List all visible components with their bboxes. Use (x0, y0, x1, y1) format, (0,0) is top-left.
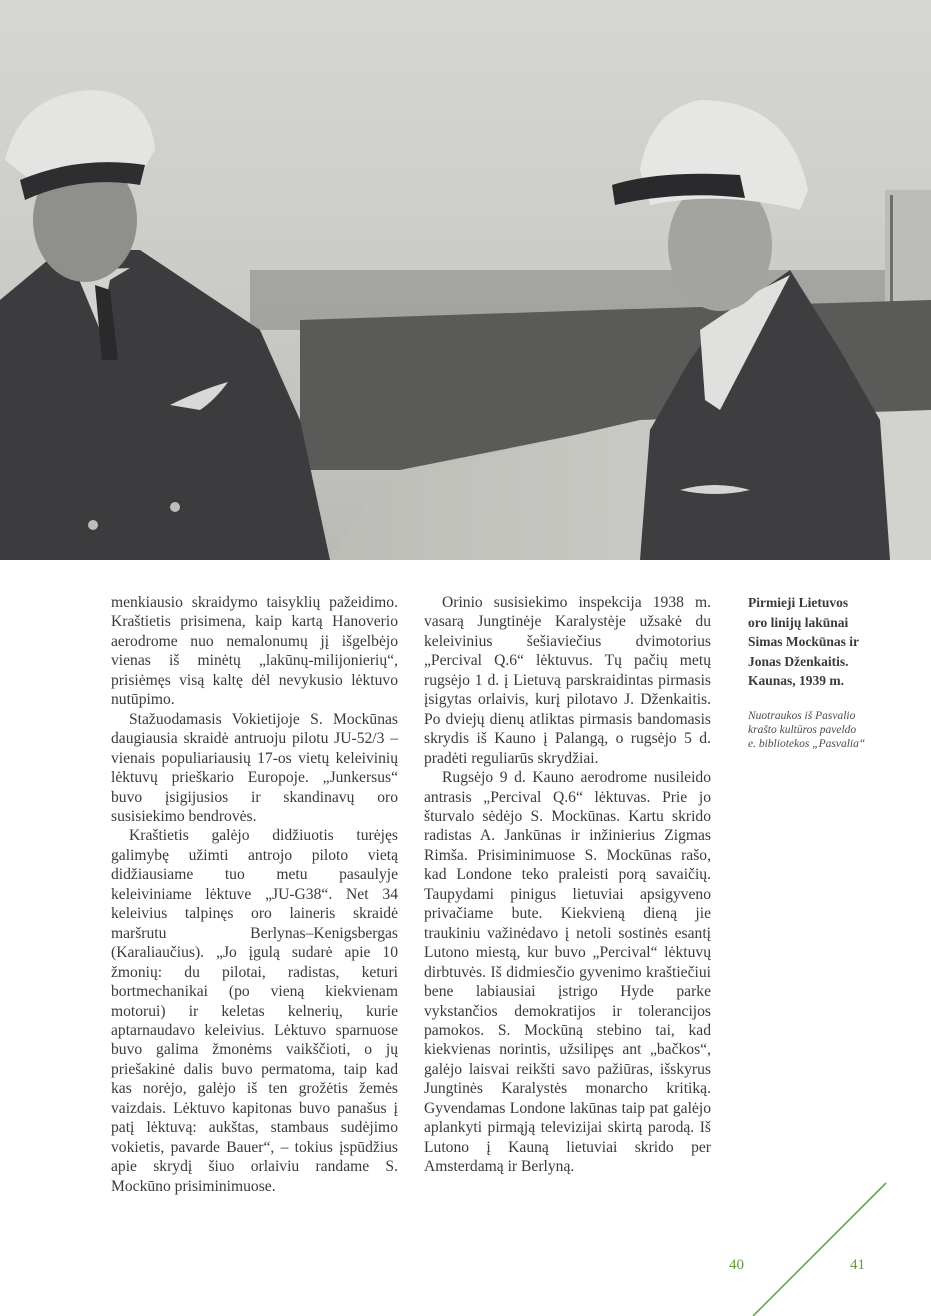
page-number-left: 40 (729, 1257, 744, 1273)
photo-credit-line: krašto kultūros paveldo (748, 723, 857, 736)
paragraph: menkiausio skraidymo taisyklių pažeidimo. Kraštietis prisimena, kaip kartą Hanoverio aerodrome nuo nemalonumų jį išgelbėjo vienas iš minėtų „lakūnų-milijonierių“, prisiėmęs visą kaltę dėl nevykusio lėktuvo nutūpimo. (111, 594, 398, 709)
caption-title-line: Kaunas, 1939 m. (748, 673, 845, 688)
photo-credit-line: e. bibliotekos „Pasvalia“ (748, 737, 866, 750)
paragraph: Rugsėjo 9 d. Kauno aerodrome nusileido antrasis „Percival Q.6“ lėktuvas. Prie jo šturvalo sėdėjo S. Mockūnas. Kartu skrido radistas A. Jankūnas ir inžinierius Zigmas Rimša. Prisiminimuose S. Mockūnas rašo, kad Londone teko praleisti porą savaičių. Taupydami pinigus lietuviai apsigyveno privačiame bute. Kiekvieną dieną jie traukiniu važinėdavo į netoli sostinės esantį Lutono miestą, kur buvo „Percival“ lėktuvų dirbtuvės. Iš didmiesčio gyvenimo kraštiečiui bene labiausiai įstrigo Hyde parke vykstančios demokratijos ir tolerancijos pamokos. S. Mockūną stebino tai, kad kiekvienas norintis, užsilipęs ant „bačkos“, galėjo laisvai reikšti savo pažiūras, išskyrus Jungtinės Karalystės monarcho kritiką. Gyvendamas Londone lakūnas taip pat galėjo aplankyti pirmąją televizijai skirtą parodą. Iš Lutono į Kauną lietuviai skrido per Amsterdamą ir Berlyną. (424, 769, 711, 1176)
photo-credit-line: Nuotraukos iš Pasvalio (748, 709, 856, 722)
paragraph: Orinio susisiekimo inspekcija 1938 m. vasarą Jungtinėje Karalystėje užsakė du keleivinius šešiaviečius dvimotorius „Percival Q.6“ lėktuvus. Tų pačių metų rugsėjo 1 d. į Lietuvą parskraidintas pirmasis įsigytas orlaivis, kurį pilotavo J. Dženkaitis. Po dviejų dienų atliktas pirmasis bandomasis skrydis iš Kauno į Palangą, o rugsėjo 5 d. pradėti reguliarūs skrydžiai. (424, 594, 711, 767)
caption-title-line: Jonas Dženkaitis. (748, 653, 849, 669)
caption-title-line: oro linijų lakūnai (748, 614, 849, 630)
caption-title-line: Pirmieji Lietuvos (748, 595, 849, 610)
paragraph: Stažuodamasis Vokietijoje S. Mockūnas daugiausia skraidė antruoju pilotu JU-52/3 – vienais populiariausių 17-os vietų keleivinių lėktuvų prieškario Europoje. „Junkersus“ buvo įsigijusios ir skandinavų oro susisiekimo bendrovės. (111, 710, 398, 825)
paragraph: Kraštietis galėjo didžiuotis turėjęs galimybę užimti antrojo piloto vietą didžiausiame tuo metu pasaulyje keleiviniame lėktuve „JU-G38“. Net 34 keleivius talpinęs oro laineris skraidė maršrutu Berlynas–Kenigsbergas (Karaliaučius). „Jo įgulą sudarė apie 10 žmonių: du pilotai, radistas, keturi bortmechanikai (po vieną kiekvienam motorui) ir keletas kelnerių, kurie aptarnaudavo keleivius. Lėktuvo sparnuose buvo galima žmonėms vaikščioti, o jų priešakinė dalis buvo permatoma, taip kad kas norėjo, galėjo iš ten grožėtis žemės vaizdais. Lėktuvo kapitonas buvo panašus į patį lėktuvą: aukštas, stambaus sudėjimo vokietis, pavarde Bauer“, – tokius įspūdžius apie skrydį šiuo orlaiviu randame S. Mockūno prisiminimuose. (111, 827, 398, 1195)
caption-title-line: Simas Mockūnas ir (748, 634, 860, 649)
page-number-right: 41 (850, 1257, 865, 1273)
